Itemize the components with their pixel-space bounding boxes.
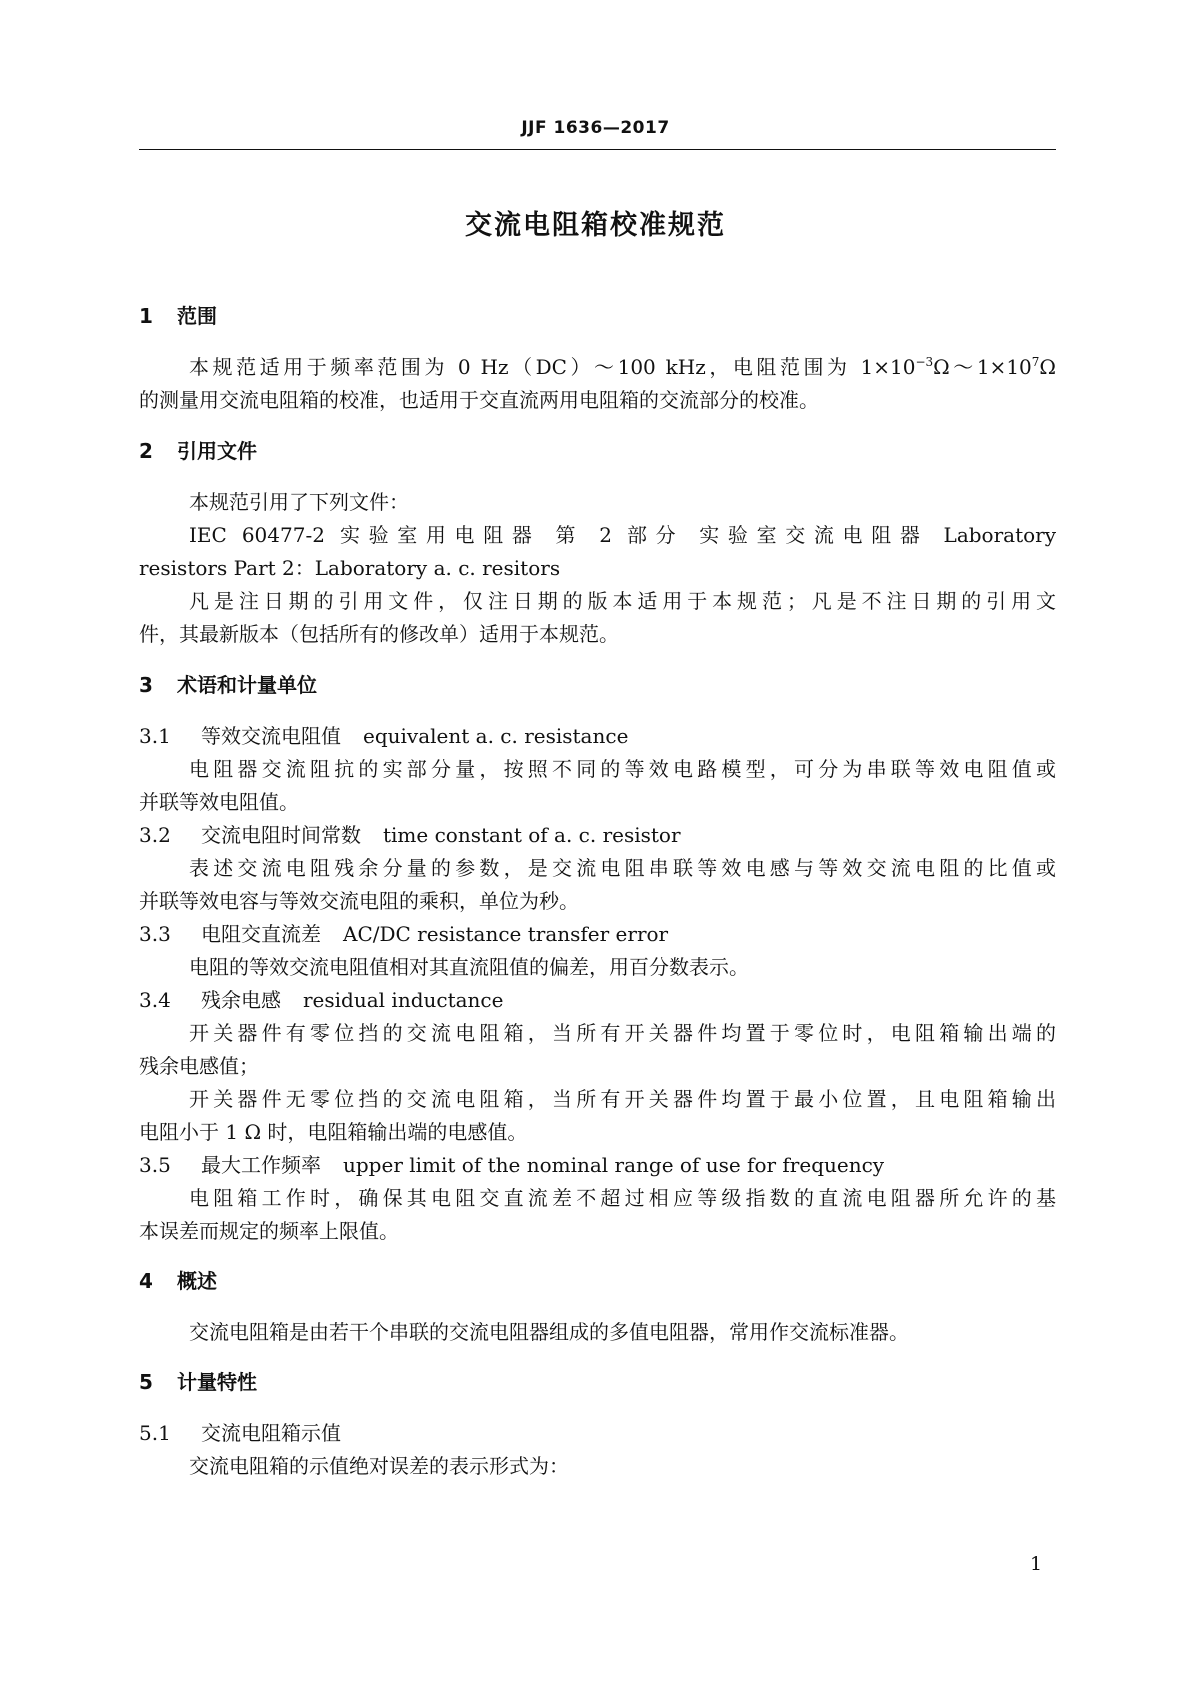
scope-text: Ω～1×10 [933,355,1032,379]
section-5-heading [139,1367,1056,1397]
term-en: upper limit of the nominal range of use for frequency [343,1153,885,1177]
scope-paragraph-line-2: 的测量用交流电阻箱的校准，也适用于交直流两用电阻箱的交流部分的校准。 [139,388,819,412]
term-zh: 电阻交直流差 [201,922,321,946]
reference-title: 第 2 部分 [555,523,685,547]
section-number: 4 [139,1269,153,1293]
reference-title: 实验室交流电阻器 Laboratory [699,523,1057,547]
document-title: 交流电阻箱校准规范 [465,210,726,241]
section-number: 1 [139,304,153,328]
term-number: 3.3 [139,922,171,946]
section-number: 5 [139,1370,153,1394]
term-3-3-heading [139,919,1056,949]
term-number: 3.2 [139,823,171,847]
term-3-4-definition-line-3: 开关器件无零位挡的交流电阻箱，当所有开关器件均置于最小位置，且电阻箱输出 [189,1087,1056,1111]
term-3-5-heading [139,1150,1056,1180]
section-title: 计量特性 [177,1370,257,1394]
references-note-line-1: 凡是注日期的引用文件，仅注日期的版本适用于本规范；凡是不注日期的引用文 [189,589,1056,613]
exponent: −3 [915,355,934,369]
term-3-4-heading [139,985,1056,1015]
term-3-4-definition-line-1: 开关器件有零位挡的交流电阻箱，当所有开关器件均置于零位时，电阻箱输出端的 [189,1021,1056,1045]
clause-5-1-text: 交流电阻箱的示值绝对误差的表示形式为： [189,1454,569,1478]
term-number: 3.4 [139,988,171,1012]
term-3-4-definition-line-2: 残余电感值； [139,1054,259,1078]
term-number: 3.5 [139,1153,171,1177]
term-3-1-definition-line-2: 并联等效电阻值。 [139,790,299,814]
section-title: 范围 [177,304,217,328]
header-rule [139,149,1056,150]
term-zh: 交流电阻时间常数 [201,823,361,847]
reference-code: IEC 60477-2 [189,523,325,547]
scope-paragraph-line-1 [189,352,1056,382]
section-number: 2 [139,439,153,463]
section-3-heading [139,670,1056,700]
term-3-1-heading [139,721,1056,751]
term-3-2-definition-line-1: 表述交流电阻残余分量的参数，是交流电阻串联等效电感与等效交流电阻的比值或 [189,856,1056,880]
term-number: 3.1 [139,724,171,748]
section-number: 3 [139,673,153,697]
exponent: 7 [1031,355,1040,369]
clause-number: 5.1 [139,1421,171,1445]
page-number: 1 [1030,1553,1043,1575]
term-en: residual inductance [303,988,504,1012]
term-en: time constant of a. c. resistor [383,823,681,847]
section-4-heading [139,1266,1056,1296]
term-3-5-definition-line-2: 本误差而规定的频率上限值。 [139,1219,399,1243]
section-2-heading [139,436,1056,466]
term-en: AC/DC resistance transfer error [343,922,669,946]
term-3-5-definition-line-1: 电阻箱工作时，确保其电阻交直流差不超过相应等级指数的直流电阻器所允许的基 [189,1186,1056,1210]
term-3-4-definition-line-4: 电阻小于 1 Ω 时，电阻箱输出端的电感值。 [139,1120,528,1144]
section-title: 概述 [177,1269,217,1293]
clause-5-1-heading [139,1418,1056,1448]
overview-paragraph: 交流电阻箱是由若干个串联的交流电阻器组成的多值电阻器，常用作交流标准器。 [189,1320,909,1344]
term-zh: 残余电感 [201,988,281,1012]
section-title: 引用文件 [177,439,257,463]
reference-title: 实验室用电阻器 [339,523,541,547]
term-3-1-definition-line-1: 电阻器交流阻抗的实部分量，按照不同的等效电路模型，可分为串联等效电阻值或 [189,757,1056,781]
term-3-3-definition-line-1: 电阻的等效交流电阻值相对其直流阻值的偏差，用百分数表示。 [189,955,749,979]
scope-text: 本规范适用于频率范围为 0 Hz（DC）～100 kHz，电阻范围为 1×10 [189,355,916,379]
reference-entry-line-1 [189,520,1056,550]
references-note-line-2: 件，其最新版本（包括所有的修改单）适用于本规范。 [139,622,619,646]
clause-title: 交流电阻箱示值 [201,1421,341,1445]
document-code-header: JJF 1636—2017 [521,118,670,138]
term-3-2-heading [139,820,1056,850]
term-en: equivalent a. c. resistance [363,724,629,748]
term-zh: 最大工作频率 [201,1153,321,1177]
section-title: 术语和计量单位 [177,673,317,697]
term-3-2-definition-line-2: 并联等效电容与等效交流电阻的乘积，单位为秒。 [139,889,579,913]
references-intro: 本规范引用了下列文件： [189,490,409,514]
term-zh: 等效交流电阻值 [201,724,341,748]
reference-entry-line-2: resistors Part 2：Laboratory a. c. resitors [139,556,561,580]
scope-text: Ω [1039,355,1056,379]
section-1-heading [139,301,1056,331]
